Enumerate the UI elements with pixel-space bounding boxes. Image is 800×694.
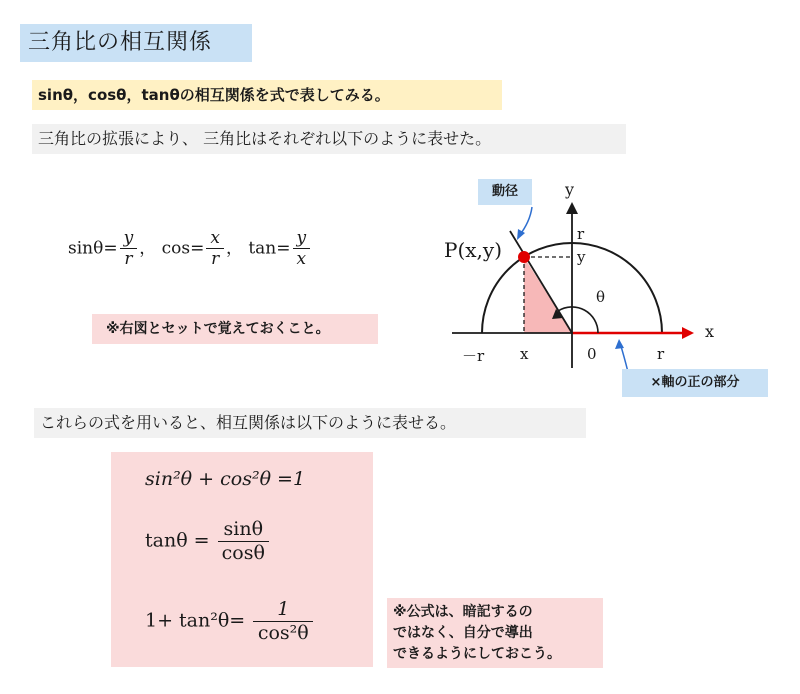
derive-note bbox=[387, 598, 603, 668]
x-tick-label: x bbox=[520, 345, 529, 363]
cos-lhs: cos= bbox=[161, 238, 205, 259]
origin-label: 0 bbox=[587, 345, 597, 363]
page-title: 三角比の相互関係 bbox=[20, 24, 252, 62]
y-axis-arrow bbox=[566, 202, 578, 214]
separator: ， bbox=[225, 238, 243, 259]
tan-lhs: tan= bbox=[248, 238, 291, 259]
derive-note-line: ではなく、自分で導出 bbox=[393, 625, 533, 641]
radius-label: 動径 bbox=[478, 179, 532, 205]
x-axis-label: x bbox=[705, 322, 715, 341]
intro-text: sinθ，cosθ，tanθの相互関係を式で表してみる。 bbox=[32, 80, 502, 110]
identity-1-text: sin²θ + cos²θ =1 bbox=[145, 468, 306, 490]
identity-tangent bbox=[145, 518, 271, 565]
x-axis-arrow bbox=[682, 327, 694, 339]
relation-intro: これらの式を用いると、相互関係は以下のように表せる。 bbox=[34, 408, 586, 438]
point-label: P(x,y) bbox=[444, 238, 502, 262]
identity-3-numerator: 1 bbox=[253, 598, 313, 622]
radius-pointer-arrow bbox=[517, 229, 525, 240]
tan-numerator: y bbox=[293, 228, 311, 249]
identity-3-denominator: cos²θ bbox=[257, 621, 309, 644]
cos-denominator: r bbox=[211, 249, 220, 270]
identity-3-fraction bbox=[253, 598, 313, 645]
neg-r-label: －r bbox=[462, 347, 485, 365]
sin-lhs: sinθ= bbox=[68, 238, 118, 259]
derive-note-line: ※公式は、暗記するの bbox=[393, 604, 533, 620]
y-tick-label: y bbox=[577, 248, 586, 266]
identity-pythagorean bbox=[145, 468, 305, 490]
separator: ， bbox=[139, 238, 157, 259]
identity-2-fraction bbox=[218, 518, 269, 565]
identity-2-lhs: tanθ = bbox=[145, 529, 210, 552]
identities-box bbox=[111, 452, 373, 667]
subheading: 三角比の拡張により、 三角比はそれぞれ以下のように表せた。 bbox=[32, 124, 626, 154]
identity-2-denominator: cosθ bbox=[221, 541, 265, 564]
xaxis-pointer-arrow bbox=[615, 339, 624, 349]
figure-note: ※右図とセットで覚えておくこと。 bbox=[92, 314, 378, 344]
identity-2-numerator: sinθ bbox=[218, 518, 269, 542]
identity-secant bbox=[145, 598, 315, 645]
y-axis-label: y bbox=[565, 180, 575, 199]
r-right-label: r bbox=[657, 345, 665, 363]
r-top-label: r bbox=[577, 225, 585, 243]
cos-numerator: x bbox=[206, 228, 224, 249]
sin-denominator: r bbox=[124, 249, 133, 270]
derive-note-line: できるようにしておこう。 bbox=[393, 646, 561, 662]
identity-3-lhs: 1+ tan²θ= bbox=[145, 609, 246, 632]
sin-numerator: y bbox=[120, 228, 138, 249]
xaxis-note: ×軸の正の部分 bbox=[622, 369, 768, 397]
theta-label: θ bbox=[596, 288, 606, 306]
point-p bbox=[518, 251, 530, 263]
tan-denominator: x bbox=[296, 249, 307, 270]
